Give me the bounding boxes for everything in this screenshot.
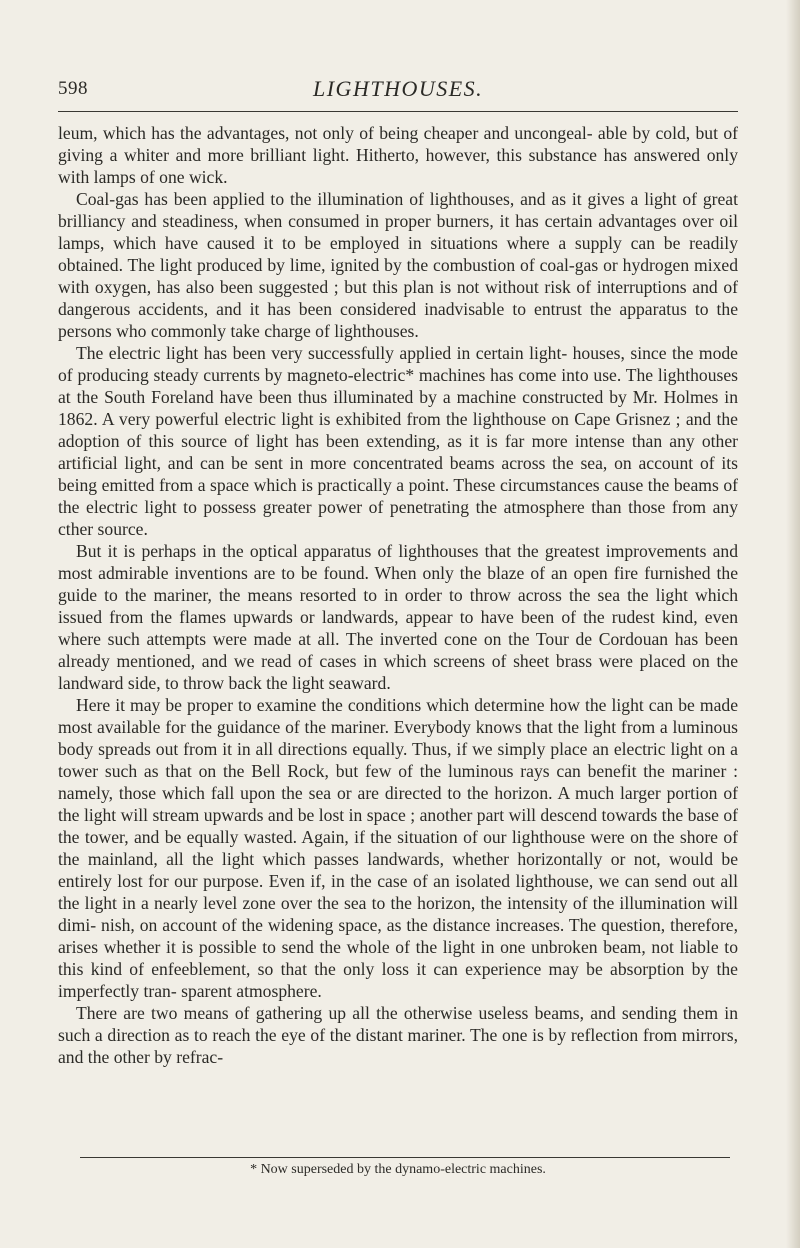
- paragraph-4: But it is perhaps in the optical apparatus of lighthouses that the greatest improvements and most admirable inventions are to be found. When only the blaze of an open fire furnished the guide to the mariner, the means resorted to in order to throw across the sea the light which issued from the flames upwards or landwards, appear to have been of the rudest kind, even where such attempts were made at all. The inverted cone on the Tour de Cordouan has been already mentioned, and we read of cases in which screens of sheet brass were placed on the landward side, to throw back the light seaward.: [58, 541, 738, 693]
- footnote: * Now superseded by the dynamo-electric machines.: [250, 1162, 546, 1177]
- footnote-rule: [80, 1157, 730, 1158]
- paragraph-1: leum, which has the advantages, not only of being cheaper and uncongeal- able by cold, but of giving a whiter and more brilliant light. Hitherto, however, this substance has answered only with lamps of one wick.: [58, 123, 738, 187]
- paragraph-2: Coal-gas has been applied to the illumination of lighthouses, and as it gives a light of great brilliancy and steadiness, when consumed in proper burners, it has certain advantages over oil lamps, which have caused it to be employed in situations where a supply can be readily obtained. The light produced by lime, ignited by the combustion of coal-gas or hydrogen mixed with oxygen, has also been suggested ; but this plan is not without risk of interruptions and of dangerous accidents, and it has been considered inadvisable to entrust the apparatus to the persons who commonly take charge of lighthouses.: [58, 189, 738, 341]
- page-header: [58, 76, 738, 104]
- paragraph-5: Here it may be proper to examine the conditions which determine how the light can be made most available for the guidance of the mariner. Everybody knows that the light from a luminous body spreads out from it in all directions equally. Thus, if we simply place an electric light on a tower such as that on the Bell Rock, but few of the luminous rays can benefit the mariner : namely, those which fall upon the sea or are directed to the horizon. A much larger portion of the light will stream upwards and be lost in space ; another part will descend towards the base of the tower, and be equally wasted. Again, if the situation of our lighthouse were on the shore of the mainland, all the light which passes landwards, whether horizontally or not, would be entirely lost for our purpose. Even if, in the case of an isolated lighthouse, we can send out all the light in a nearly level zone over the sea to the horizon, the intensity of the illumination will dimi- nish, on account of the widening space, as the distance increases. The question, therefore, arises whether it is possible to send the whole of the light in one unbroken beam, not liable to this kind of enfeeblement, so that the only loss it can experience may be absorption by the imperfectly tran- sparent atmosphere.: [58, 695, 738, 1001]
- body-text: [58, 122, 738, 1068]
- paragraph-3: The electric light has been very successfully applied in certain light- houses, since the mode of producing steady currents by magneto-electric* machines has come into use. The lighthouses at the South Foreland have been thus illuminated by a machine constructed by Mr. Holmes in 1862. A very powerful electric light is exhibited from the lighthouse on Cape Grisnez ; and the adoption of this source of light has been extending, as it is far more intense than any other artificial light, and can be sent in more concentrated beams across the sea, on account of its being emitted from a space which is practically a point. These circumstances cause the beams of the electric light to possess greater power of penetrating the atmosphere than those from any cther source.: [58, 343, 738, 539]
- paragraph-6: There are two means of gathering up all the otherwise useless beams, and sending them in such a direction as to reach the eye of the distant mariner. The one is by reflection from mirrors, and the other by refrac-: [58, 1003, 738, 1067]
- running-title: LIGHTHOUSES.: [313, 76, 484, 101]
- page-number: 598: [58, 78, 88, 99]
- header-rule: [58, 111, 738, 112]
- page-edge-shadow: [786, 0, 800, 1248]
